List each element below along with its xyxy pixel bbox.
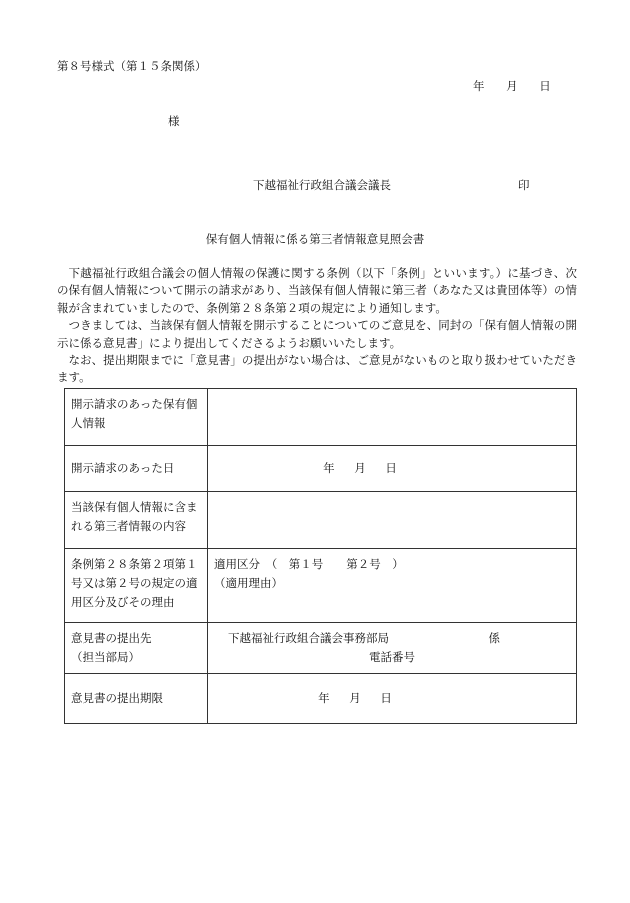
table-row (65, 674, 577, 724)
seal-mark: 印 (518, 178, 530, 192)
requested-info-field[interactable] (208, 389, 577, 446)
info-table (64, 388, 577, 724)
destination-section: 係 (488, 631, 500, 645)
submission-destination-label: 意見書の提出先 (71, 631, 152, 645)
document-title: 保有個人情報に係る第三者情報意見照会書 (205, 232, 425, 246)
table-row (65, 389, 577, 446)
table-row (65, 549, 577, 623)
table-row (65, 492, 577, 549)
row-label-applicable-category: 条例第２８条第２項第１号又は第２号の規定の適用区分及びその理由 (65, 549, 208, 623)
row-label-third-party-info: 当該保有個人情報に含まれる第三者情報の内容 (65, 492, 208, 549)
addressee-honorific: 様 (168, 114, 180, 128)
table-row (65, 623, 577, 674)
submission-department-label: （担当部局） (71, 650, 140, 664)
body-paragraph-1: 下越福祉行政組合議会の個人情報の保護に関する条例（以下「条例」といいます。）に基づき、次の保有個人情報について開示の請求があり、当該保有個人情報に第三者（あなた又は貴団体等）の情報が含まれていましたので、条例第２８条第２項の規定により通知します。 (57, 266, 577, 315)
destination-line (214, 629, 570, 648)
category-reason-label: （適用理由） (214, 576, 283, 590)
row-label-request-date: 開示請求のあった日 (65, 446, 208, 492)
request-date-field[interactable]: 年 月 日 (208, 446, 577, 492)
body-text (57, 265, 577, 387)
body-paragraph-2: つきましては、当該保有個人情報を開示することについてのご意見を、同封の「保有個人情報の開示に係る意見書」により提出してくださるようお願いいたします。 (57, 318, 577, 350)
third-party-info-field[interactable] (208, 492, 577, 549)
form-number: 第８号様式（第１５条関係） (57, 59, 207, 73)
sender-title: 下越福祉行政組合議会議長 (253, 178, 391, 192)
row-label-submission-destination (65, 623, 208, 674)
destination-phone: 電話番号 (369, 650, 415, 664)
row-label-deadline: 意見書の提出期限 (65, 674, 208, 724)
destination-department: 下越福祉行政組合議会事務部局 (228, 631, 389, 645)
row-label-requested-info: 開示請求のあった保有個人情報 (65, 389, 208, 446)
date-line: 年 月 日 (473, 79, 551, 93)
submission-destination-field (208, 623, 577, 674)
body-paragraph-3: なお、提出期限までに「意見書」の提出がない場合は、ご意見がないものと取り扱わせていただきます。 (57, 353, 577, 385)
applicable-category-field[interactable] (208, 549, 577, 623)
table-row (65, 446, 577, 492)
deadline-field[interactable]: 年 月 日 (208, 674, 577, 724)
category-options: 適用区分 （ 第１号 第２号 ） (214, 557, 404, 571)
